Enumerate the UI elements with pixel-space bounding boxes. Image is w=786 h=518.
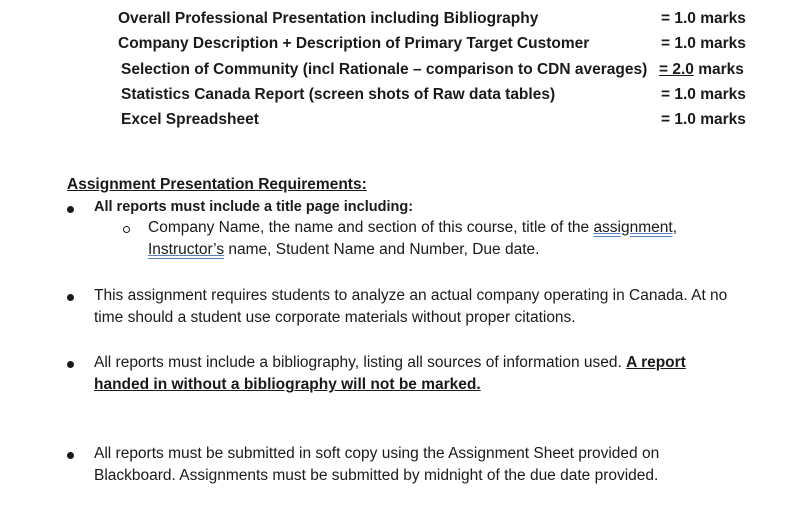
submission-requirement-line2: Blackboard. Assignments must be submitted by midnight of the due date provided. — [94, 467, 659, 484]
requirements-heading: Assignment Presentation Requirements: — [67, 176, 367, 193]
title-page-details-line2 — [148, 241, 539, 259]
marks-row — [0, 35, 786, 57]
bibliography-requirement-line1 — [94, 354, 686, 372]
title-page-details-text: name, Student Name and Number, Due date. — [224, 241, 540, 258]
marks-row — [0, 111, 786, 133]
bibliography-requirement-line2: handed in without a bibliography will not be marked. — [94, 376, 481, 393]
marks-value: = 1.0 marks — [661, 86, 746, 103]
bibliography-text: All reports must include a bibliography, listing all sources of information used. — [94, 354, 627, 371]
marks-label: Selection of Community (incl Rationale – comparison to CDN averages) — [121, 61, 648, 78]
title-page-details-line1 — [148, 219, 677, 237]
marks-label: Statistics Canada Report (screen shots of Raw data tables) — [121, 86, 556, 103]
circle-bullet-icon — [123, 226, 130, 233]
title-page-details-link: assignment, — [593, 219, 678, 236]
marks-value: = 1.0 marks — [661, 111, 746, 128]
marks-label: Excel Spreadsheet — [121, 111, 259, 128]
marks-row — [0, 61, 786, 83]
marks-value-number: 2.0 — [672, 61, 694, 78]
bullet-icon — [67, 361, 74, 368]
analysis-requirement-line2: time should a student use corporate materials without proper citations. — [94, 309, 576, 326]
analysis-requirement-line1: This assignment requires students to analyze an actual company operating in Canada. At no — [94, 287, 728, 304]
bullet-icon — [67, 206, 74, 213]
marks-row — [0, 10, 786, 32]
marks-label: Overall Professional Presentation including Bibliography — [118, 10, 539, 27]
title-page-details-link: Instructor’s — [148, 241, 225, 258]
marks-label: Company Description + Description of Primary Target Customer — [118, 35, 590, 52]
marks-row — [0, 86, 786, 108]
marks-value-prefix: = — [659, 61, 673, 78]
bibliography-warning: A report — [626, 354, 686, 371]
title-page-requirement: All reports must include a title page including: — [94, 199, 414, 215]
submission-requirement-line1: All reports must be submitted in soft copy using the Assignment Sheet provided on — [94, 445, 660, 462]
marks-value: = 1.0 marks — [661, 35, 746, 52]
title-page-details-text: Company Name, the name and section of this course, title of the — [148, 219, 594, 236]
bullet-icon — [67, 452, 74, 459]
marks-value — [659, 61, 744, 79]
bullet-icon — [67, 294, 74, 301]
marks-value-suffix: marks — [693, 61, 744, 78]
marks-value: = 1.0 marks — [661, 10, 746, 27]
